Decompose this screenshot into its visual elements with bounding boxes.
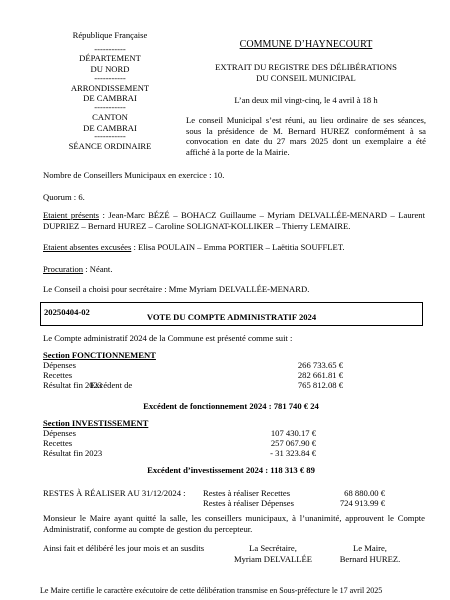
extract-line-1: EXTRAIT DU REGISTRE DES DÉLIBÉRATIONS [215, 62, 397, 72]
proxy-value: : Néant. [83, 264, 113, 274]
row-label: Recettes [43, 438, 73, 448]
commune-title: COMMUNE D’HAYNECOURT [239, 39, 373, 50]
row-value: - 31 323.84 € [270, 448, 316, 458]
fonctionnement-title: Section FONCTIONNEMENT [43, 350, 156, 360]
row-label: Résultat fin 2023 [43, 448, 103, 458]
separator: ----------- [94, 43, 126, 54]
quorum: Quorum : 6. [43, 192, 85, 202]
mayor-signature [330, 543, 410, 564]
absent-label: Etaient absentes excusées [43, 242, 132, 252]
present-list: : Jean-Marc BÉZÉ – BOHACZ Guillaume – Myriam DELVALLÉE-MENARD – Laurent DUPRIEZ – Bernard HUREZ – Caroline SOLIGNAT-KOLLIKER – Thierry LEMAIRE. [43, 210, 425, 231]
present-label: Etaient présents [43, 210, 100, 220]
extract-title [186, 62, 426, 83]
separator: ----------- [94, 102, 126, 113]
row-value: 107 430.17 € [270, 428, 316, 438]
approval-text: Monsieur le Maire ayant quitté la salle, les conseillers municipaux, à l’unanimité, approuvent le Compte Administratif, conforme au compte de gestion du percepteur. [43, 513, 425, 534]
canton-label: CANTON [92, 111, 128, 122]
row-mid: Excédent de [90, 380, 133, 390]
absent-list: : Elisa POULAIN – Emma PORTIER – Laëtitia SOUFFLET. [131, 242, 345, 252]
extract-line-2: DU CONSEIL MUNICIPAL [256, 72, 356, 83]
closing-statement: Ainsi fait et délibéré les jour mois et an susdits [43, 543, 205, 553]
row-value: 282 661.81 € [297, 370, 343, 380]
footer-certification: Le Maire certifie le caractère exécutoire de cette délibération transmise en Sous-préfecture le 17 avril 2025 [40, 586, 383, 595]
investissement-resultat [43, 448, 316, 459]
restes-label: RESTES À RÉALISER AU 31/12/2024 : [43, 488, 186, 498]
present-members [43, 210, 425, 231]
arrondissement-name: DE CAMBRAI [83, 93, 137, 104]
restes-recettes-label: Restes à réaliser Recettes [203, 488, 291, 498]
deliberation-title: VOTE DU COMPTE ADMINISTRATIF 2024 [146, 312, 317, 322]
department-label: DÉPARTEMENT [79, 53, 141, 64]
row-value: 765 812.08 € [297, 380, 343, 390]
arrondissement-label: ARRONDISSEMENT [70, 82, 150, 93]
investissement-title: Section INVESTISSEMENT [43, 418, 149, 428]
row-label: Dépenses [43, 428, 76, 438]
restes-depenses-value: 724 913.99 € [339, 498, 385, 508]
restes-depenses-label: Restes à réaliser Dépenses [203, 498, 294, 508]
row-value: 266 733.65 € [297, 360, 343, 370]
meeting-date: L’an deux mil vingt-cinq, le 4 avril à 18 h [234, 95, 378, 105]
investissement-total: Excédent d’investissement 2024 : 118 313 € 89 [147, 465, 315, 475]
councillors-in-office: Nombre de Conseillers Municipaux en exercice : 10. [43, 170, 225, 180]
proxy-label: Procuration [43, 264, 84, 274]
mayor-name: Bernard HUREZ. [339, 553, 401, 564]
row-label: Recettes [43, 370, 73, 380]
row-label: Dépenses [43, 360, 76, 370]
republic-label: République Française [72, 30, 148, 40]
deliberation-number: 20250404-02 [44, 307, 90, 317]
proxy [43, 264, 425, 275]
secretary-signature [228, 543, 318, 564]
mayor-title: Le Maire, [353, 543, 387, 553]
restes-recettes-value: 68 880.00 € [344, 488, 385, 498]
fonctionnement-total: Excédent de fonctionnement 2024 : 781 740 € 24 [143, 401, 319, 411]
left-header [40, 30, 180, 152]
row-value: 257 067.90 € [270, 438, 316, 448]
account-intro: Le Compte administratif 2024 de la Commune est présenté comme suit : [43, 333, 293, 343]
canton-name: DE CAMBRAI [83, 122, 137, 133]
secretary-title: La Secrétaire, [249, 543, 297, 553]
deliberation-header-box [40, 302, 423, 326]
meeting-intro: Le conseil Municipal s’est réuni, au lieu ordinaire de ses séances, sous la présidence de M. Bernard HUREZ conformément à sa convocation en date du 27 mars 2025 dont un exemplaire a été affiché à la porte de la Mairie. [186, 115, 426, 158]
session-type: SÉANCE ORDINAIRE [68, 141, 152, 152]
separator: ----------- [94, 72, 126, 83]
secretary-name: Myriam DELVALLÉE [233, 553, 313, 564]
separator: ----------- [94, 131, 126, 142]
department-name: DU NORD [90, 64, 130, 75]
secretary-choice: Le Conseil a choisi pour secrétaire : Mme Myriam DELVALLÉE-MENARD. [43, 284, 310, 294]
fonctionnement-resultat [43, 380, 343, 391]
absent-members [43, 242, 425, 253]
row-label: Résultat fin 2023 [43, 380, 103, 390]
